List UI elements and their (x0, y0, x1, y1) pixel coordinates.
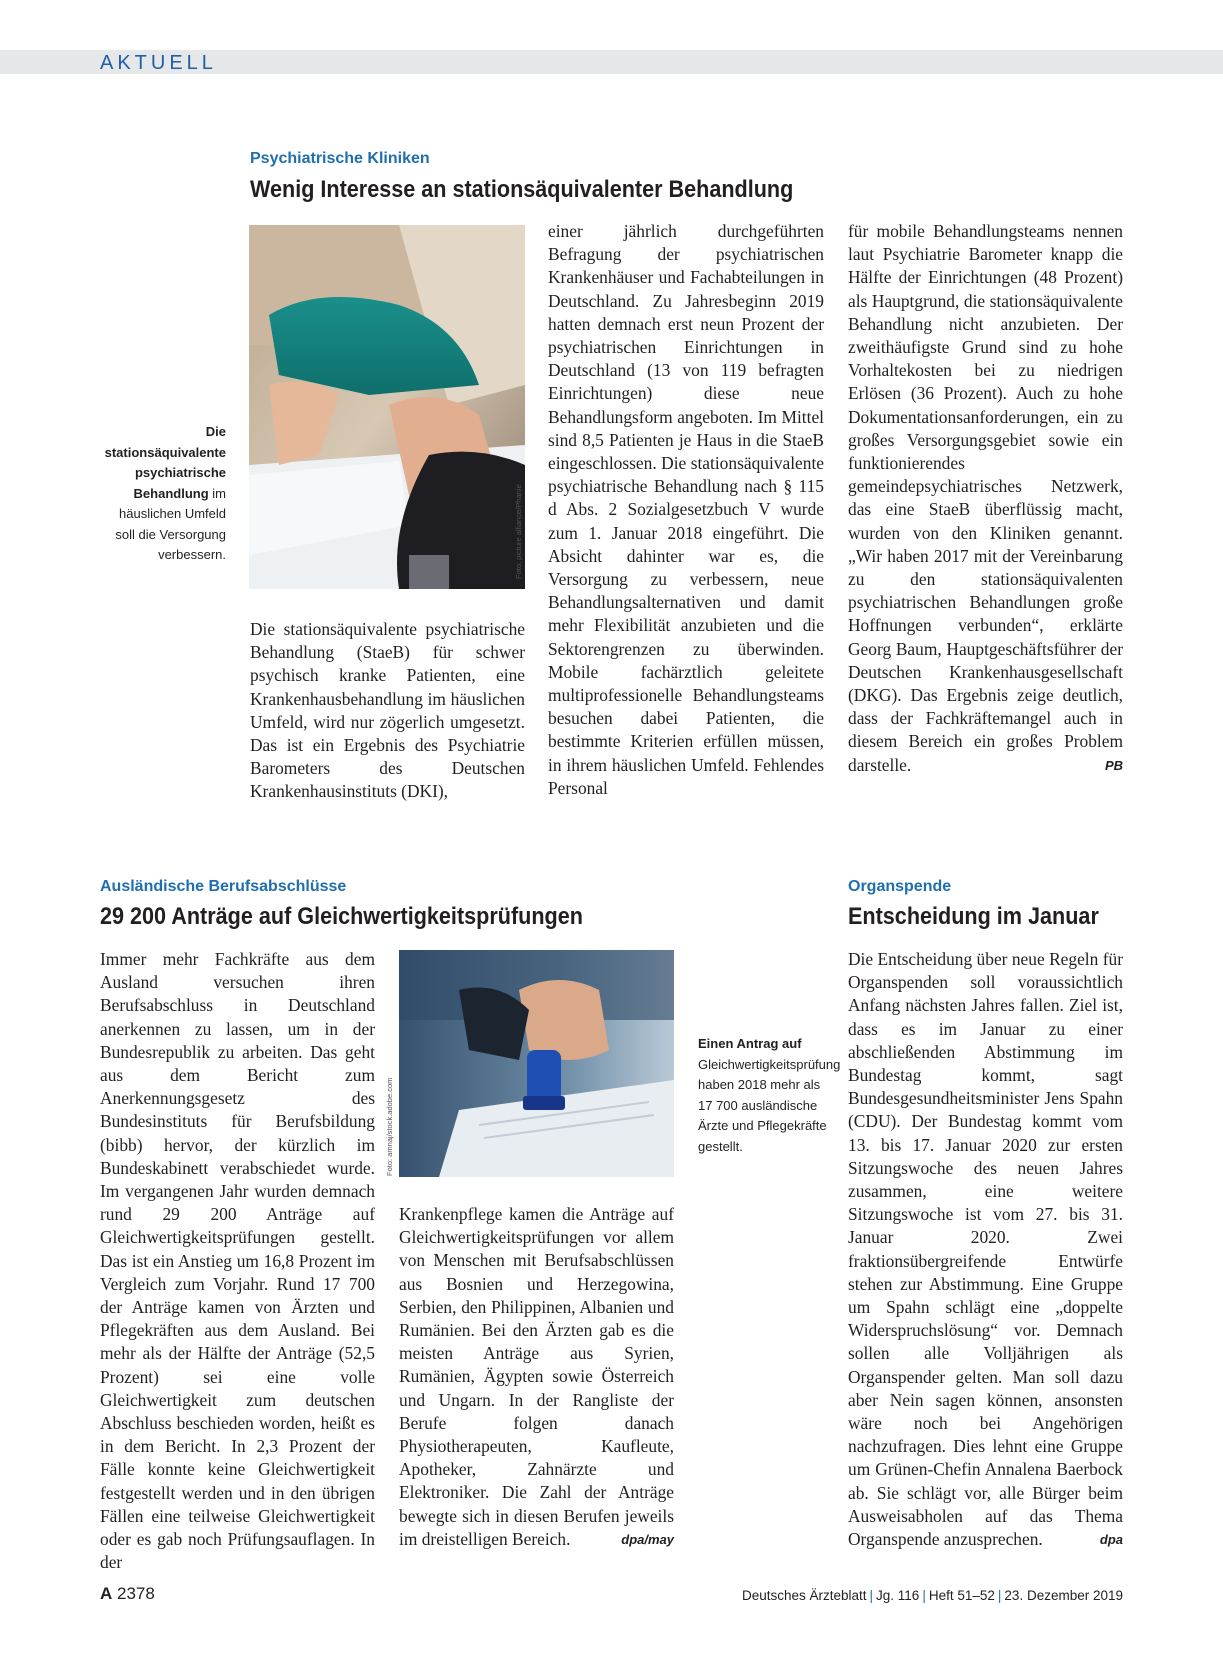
footer-citation (742, 1588, 1123, 1603)
article1-column-1 (250, 618, 525, 804)
article1-body-col3 (848, 220, 1123, 777)
article1-column-3 (848, 220, 1123, 777)
article2-column-2 (399, 1203, 674, 1551)
article3-headline[interactable]: Entscheidung im Januar (848, 903, 1099, 930)
footer-journal: Deutsches Ärzteblatt (741, 1588, 867, 1603)
article2-headline[interactable]: 29 200 Anträge auf Gleichwertigkeitsprüfungen (100, 903, 583, 930)
footer-issue: Heft 51–52 (928, 1588, 995, 1603)
page-number (100, 1584, 155, 1604)
footer-separator: | (922, 1588, 926, 1603)
article1-column-2 (548, 220, 824, 800)
article2-kicker: Ausländische Berufsabschlüsse (100, 878, 347, 895)
article2-caption-text: Gleichwertigkeitsprüfung haben 2018 mehr als 17 700 ausländische Ärzte und Pflegekräfte gestellt. (698, 1056, 841, 1154)
footer-volume: Jg. 116 (876, 1588, 920, 1603)
article3-signature: dpa (1099, 1532, 1123, 1548)
photo-hands-clipboard (249, 225, 525, 589)
article1-body-col3-text: für mobile Behandlungsteams nennen laut Psychiatrie Barometer knapp die Hälfte der Einrichtungen (48 Prozent) als Hauptgrund, die stationsäquivalente Behandlung nicht anzubieten. Der zweithäufigste Grund sind zu hohe Vorhaltekosten bei zu niedrigen Erlösen (36 Prozent). Auch zu hohe Dokumentationsanforderungen, ein zu großes Versorgungsgebiet sowie ein funktionierendes gemeindepsychiatrisches Netzwerk, das eine StaeB überflüssig macht, wurden von den Kliniken genannt. „Wir haben 2017 mit der Vereinbarung zu den stationsäquivalenten psychiatrischen Behandlungen große Hoffnungen verbunden“, erklärte Georg Baum, Hauptgeschäftsführer der Deutschen Krankenhausgesellschaft (DKG). Das Ergebnis zeige deutlich, dass der Fachkräftemangel auch in diesem Bereich ein großes Problem darstelle. (848, 221, 1123, 775)
article2-body-col2 (399, 1203, 674, 1551)
article1-body-col1: Die stationsäquivalente psychiatrische Behandlung (StaeB) für schwer psychisch kranke Patienten, eine Krankenhausbehandlung im häuslichen Umfeld, wird nur zögerlich umgesetzt. Das ist ein Ergebnis des Psychiatrie Barometers des Deutschen Krankenhausinstituts (DKI), (250, 619, 525, 802)
section-label: AKTUELL (100, 52, 217, 74)
article1-caption (104, 422, 226, 566)
article2-caption (698, 1034, 841, 1157)
article2-body-col1: Immer mehr Fachkräfte aus dem Ausland versuchen ihren Berufsabschluss in Deutschland anerkennen zu lassen, um in der Bundesrepublik zu arbeiten. Das geht aus dem Bericht zum Anerkennungsgesetz des Bundesinstituts für Berufsbildung (bibb) hervor, der kürzlich im Bundeskabinett verabschiedet wurde. Im vergangenen Jahr wurden demnach rund 29 200 Anträge auf Gleichwertigkeitsprüfungen gestellt. Das ist ein Anstieg um 16,8 Prozent im Vergleich zum Vorjahr. Rund 17 700 der Anträge kamen von Ärzten und Pflegekräften aus dem Ausland. Bei mehr als der Hälfte der Anträge (52,5 Prozent) sei eine volle Gleichwertigkeit zum deutschen Abschluss beschieden worden, heißt es in dem Bericht. In 2,3 Prozent der Fälle konnte keine Gleichwertigkeit festgestellt werden und in den übrigen Fällen eine teilweise Gleichwertigkeit oder es gab noch Prüfungsauflagen. In der (100, 949, 375, 1573)
article3-body-text: Die Entscheidung über neue Regeln für Organspenden soll voraussichtlich Anfang nächsten Jahres fallen. Ziel ist, dass es im Januar zu einer abschließenden Abstimmung im Bundestag kommt, sagt Bundesgesundheitsminister Jens Spahn (CDU). Der Bundestag kommt vom 13. bis 17. Januar 2020 zur ersten Sitzungswoche des neuen Jahres zusammen, eine weitere Sitzungswoche ist vom 27. bis 31. Januar 2020. Zwei fraktionsübergreifende Entwürfe stehen zur Abstimmung. Eine Gruppe um Spahn schlägt eine „doppelte Widerspruchslösung“ vor. Demnach sollen alle Volljährigen als Organspender gelten. Man soll dazu aber Nein sagen können, ansonsten wäre noch bei Angehörigen nachzufragen. Dies lehnt eine Gruppe um Grünen-Chefin Annalena Baerbock ab. Sie schlägt vor, alle Bürger beim Ausweisabholen auf das Thema Organspende anzusprechen. (848, 949, 1123, 1550)
article2-caption-bold: Einen Antrag auf (698, 1036, 802, 1051)
article3-body (848, 948, 1123, 1551)
article2-signature: dpa/may (621, 1531, 674, 1547)
page-number-value: 2378 (117, 1584, 155, 1603)
article1-kicker: Psychiatrische Kliniken (250, 150, 430, 167)
article1-photo-credit: Foto: picture alliance/Phanie (514, 484, 523, 579)
article2-photo (399, 950, 674, 1177)
article3-column (848, 948, 1123, 1551)
article1-caption-bold: Die stationsäquivalente psychiatrische Behandlung (104, 424, 226, 501)
footer-separator: | (997, 1588, 1002, 1603)
article1-photo (249, 225, 525, 589)
article1-caption-text: im häuslichen Umfeld soll die Versorgung verbessern. (115, 485, 226, 562)
article2-body-col2-text: Krankenpflege kamen die Anträge auf Gleichwertigkeitsprüfungen vor allem von Menschen mit Berufsabschlüssen aus Bosnien und Herzegowina, Serbien, den Philippinen, Albanien und Rumänien. Bei den Ärzten gab es die meisten Anträge aus Syrien, Rumänien, Ägypten sowie Österreich und Ungarn. In der Rangliste der Berufe folgen danach Physiotherapeuten, Kaufleute, Apotheker, Zahnärzte und Elektroniker. Die Zahl der Anträge bewegte sich in diesen Berufen jeweils im dreistelligen Bereich. (399, 1204, 674, 1549)
article2-photo-credit: Foto: amnaj/stock.adobe.com (385, 1077, 394, 1176)
footer-date: 23. Dezember 2019 (1004, 1588, 1123, 1603)
article2-column-1 (100, 948, 375, 1574)
page-letter: A (100, 1584, 113, 1603)
article3-kicker: Organspende (848, 878, 952, 895)
article1-headline[interactable]: Wenig Interesse an stationsäquivalenter Behandlung (250, 176, 794, 203)
photo-stamp-document (399, 950, 674, 1177)
article1-signature: PB (1104, 757, 1123, 773)
footer-separator: | (869, 1588, 874, 1603)
article1-body-col2: einer jährlich durchgeführten Befragung der psychiatrischen Krankenhäuser und Fachabteilungen in Deutschland. Zu Jahresbeginn 2019 hatten demnach erst neun Prozent der psychiatrischen Einrichtungen in Deutschland (13 von 119 befragten Einrichtungen) diese neue Behandlungsform angeboten. Im Mittel sind 8,5 Patienten je Haus in die StaeB eingeschlossen. Die stationsäquivalente psychiatrische Behandlung nach § 115 d Abs. 2 Sozialgesetzbuch V wurde zum 1. Januar 2018 eingeführt. Die Absicht dahinter war es, die Versorgung zu verbessern, neue Behandlungsalternativen und damit mehr Flexibilität anzubieten und die Sektorengrenzen zu überwinden. Mobile fachärztlich geleitete multiprofessionelle Behandlungsteams besuchen dabei Patienten, die bestimmte Kriterien erfüllen müssen, in ihrem häuslichen Umfeld. Fehlendes Personal (548, 221, 824, 798)
